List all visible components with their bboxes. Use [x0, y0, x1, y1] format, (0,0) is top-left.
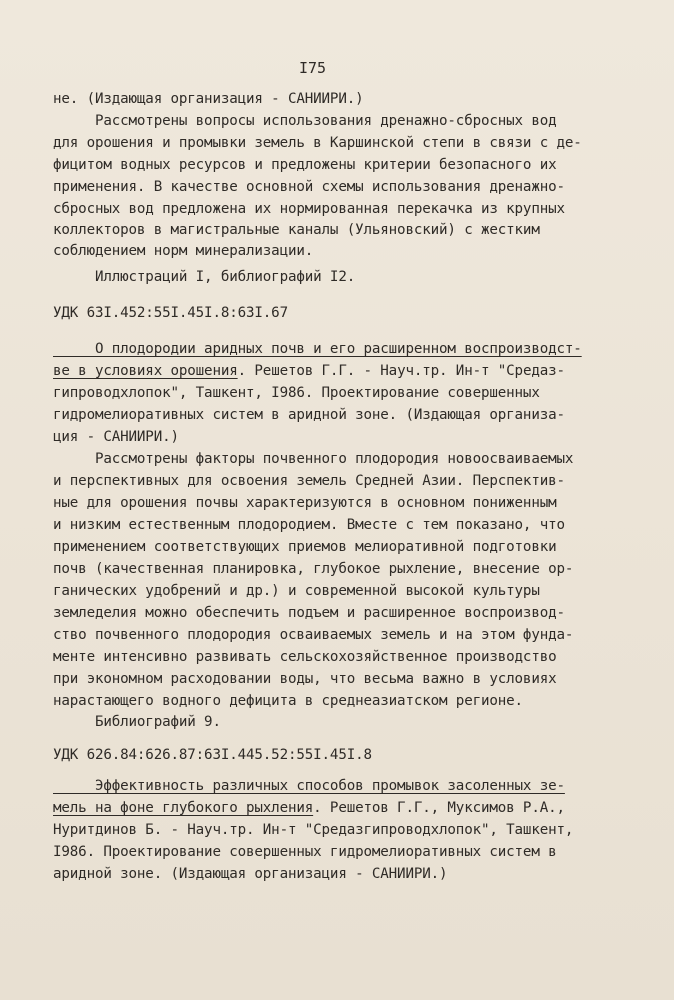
text-line: менте интенсивно развивать сельскохозяйственное производство — [53, 649, 557, 665]
bibliography-note: Библиографий 9. — [53, 714, 221, 730]
text-line: нарастающего водного дефицита в среднеазиатском регионе. — [53, 693, 523, 709]
article-title-end: мель на фоне глубокого рыхления — [53, 800, 314, 816]
text-line: почв (качественная планировка, глубокое рыхление, внесение ор- — [53, 561, 574, 577]
text-line: сбросных вод предложена их нормированная перекачка из крупных — [53, 201, 565, 217]
text-line: применением соответствующих приемов мелиоративной подготовки — [53, 539, 557, 555]
article-title: О плодородии аридных почв и его расширенном воспроизводст- — [53, 341, 582, 357]
text-line: Рассмотрены факторы почвенного плодородия новоосваиваемых — [53, 451, 574, 467]
text-line: I986. Проектирование совершенных гидромелиоративных систем в — [53, 844, 557, 860]
text-line: фицитом водных ресурсов и предложены критерии безопасного их — [53, 157, 557, 173]
text-line: ве в условиях орошения. Решетов Г.Г. - Науч.тр. Ин-т "Средаз- — [53, 363, 565, 379]
bibliography-note: Иллюстраций I, библиографий I2. — [53, 269, 356, 285]
text-line: Нуритдинов Б. - Науч.тр. Ин-т "Средазгипроводхлопок", Ташкент, — [53, 822, 574, 838]
article-title-end: ве в условиях орошения — [53, 363, 238, 379]
text-line: коллекторов в магистральные каналы (Ульяновский) с жестким — [53, 222, 540, 238]
text-line: мель на фоне глубокого рыхления. Решетов Г.Г., Муксимов Р.А., — [53, 800, 565, 816]
text-line: ные для орошения почвы характеризуются в основном пониженным — [53, 495, 557, 511]
text-line: и перспективных для освоения земель Средней Азии. Перспектив- — [53, 473, 565, 489]
page-number: I75 — [299, 59, 327, 77]
text-line: при экономном расходовании воды, что весьма важно в условиях — [53, 671, 557, 687]
article-title: Эффективность различных способов промывок засоленных зе- — [53, 778, 565, 794]
text-line: применения. В качестве основной схемы использования дренажно- — [53, 179, 565, 195]
text-line: ганических удобрений и др.) и современной высокой культуры — [53, 583, 540, 599]
text-line: гипроводхлопок", Ташкент, I986. Проектирование совершенных — [53, 385, 540, 401]
udc-code: УДК 63I.452:55I.45I.8:63I.67 — [53, 305, 288, 321]
text-line: соблюдением норм минерализации. — [53, 243, 314, 259]
text-line: земледелия можно обеспечить подъем и расширенное воспроизвод- — [53, 605, 565, 621]
text-line: аридной зоне. (Издающая организация - САНИИРИ.) — [53, 866, 448, 882]
text-line: не. (Издающая организация - САНИИРИ.) — [53, 91, 364, 107]
text-line: ция - САНИИРИ.) — [53, 429, 179, 445]
text-line: и низким естественным плодородием. Вместе с тем показано, что — [53, 517, 565, 533]
text-line: ство почвенного плодородия осваиваемых земель и на этом фунда- — [53, 627, 574, 643]
text-line: Рассмотрены вопросы использования дренажно-сбросных вод — [53, 113, 557, 129]
udc-code: УДК 626.84:626.87:63I.445.52:55I.45I.8 — [53, 747, 372, 763]
text-line: гидромелиоративных систем в аридной зоне. (Издающая организа- — [53, 407, 565, 423]
text-line: для орошения и промывки земель в Каршинской степи в связи с де- — [53, 135, 582, 151]
